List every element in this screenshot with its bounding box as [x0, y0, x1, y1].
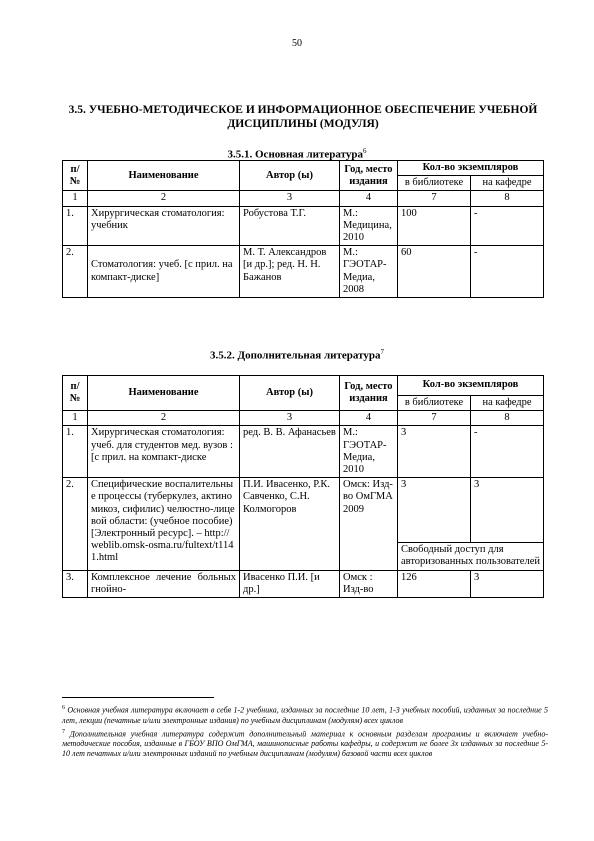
row-author: ред. В. В. Афанасьев [240, 426, 340, 478]
row-library: 3 [398, 426, 471, 478]
index-cell: 4 [340, 411, 398, 426]
header-author: Автор (ы) [240, 161, 340, 191]
table-header-row [63, 161, 544, 176]
footnote-text: Основная учебная литература включает в себя 1-2 учебника, изданных за последние 10 лет, 1-3 учебных пособий, изданных за последние 5 лет, лекции (печатные и/или электронные издания) по учебным дисциплинам (модулям) всех циклов [62, 705, 549, 725]
index-cell: 3 [240, 411, 340, 426]
row-author: М. Т. Александров [и др.]; ред. Н. Н. Бажанов [240, 246, 340, 298]
row-num: 2. [63, 246, 88, 298]
index-cell: 4 [340, 191, 398, 206]
row-num: 1. [63, 206, 88, 246]
row-author: Робустова Т.Г. [240, 206, 340, 246]
row-year: М.: ГЭОТАР-Медиа, 2010 [340, 426, 398, 478]
row-name: Комплексное лечение больных гнойно- [88, 570, 240, 597]
footnotes [62, 703, 548, 760]
row-department: - [471, 426, 544, 478]
footnote-6 [62, 703, 548, 726]
row-num: 1. [63, 426, 88, 478]
footnote-divider [62, 697, 214, 698]
header-copies: Кол-во экземпляров [398, 161, 544, 176]
row-department: - [471, 206, 544, 246]
row-library: 60 [398, 246, 471, 298]
row-num: 2. [63, 478, 88, 570]
table-row [63, 570, 544, 597]
header-name: Наименование [88, 161, 240, 191]
main-literature-title [0, 147, 594, 161]
header-year: Год, место издания [340, 161, 398, 191]
main-literature-table [62, 160, 544, 298]
row-library: 100 [398, 206, 471, 246]
row-author: П.И. Ивасенко, Р.К. Савченко, С.Н. Колмогоров [240, 478, 340, 570]
row-department: 3 [471, 570, 544, 597]
additional-literature-title-text: 3.5.2. Дополнительная литература [210, 349, 381, 362]
table-index-row [63, 411, 544, 426]
header-department: на кафедре [471, 176, 544, 191]
table-header-row [63, 376, 544, 396]
table-row [63, 426, 544, 478]
additional-literature-title [0, 348, 594, 362]
main-literature-title-text: 3.5.1. Основная литература [227, 148, 363, 161]
row-year: М.: ГЭОТАР-Медиа, 2008 [340, 246, 398, 298]
table-row [63, 206, 544, 246]
table-row [63, 246, 544, 298]
row-author: Ивасенко П.И. [и др.] [240, 570, 340, 597]
header-library: в библиотеке [398, 396, 471, 411]
row-name: Хирургическая стоматология: учеб. для студентов мед. вузов : [с прил. на компакт-диске [88, 426, 240, 478]
table-index-row [63, 191, 544, 206]
footnote-ref-6: 6 [363, 147, 367, 155]
footnote-marker: 7 [62, 728, 65, 735]
section-title: 3.5. УЧЕБНО-МЕТОДИЧЕСКОЕ И ИНФОРМАЦИОННОЕ ОБЕСПЕЧЕНИЕ УЧЕБНОЙ ДИСЦИПЛИНЫ (МОДУЛЯ) [68, 104, 538, 130]
header-num: п/ № [63, 161, 88, 191]
header-name: Наименование [88, 376, 240, 411]
footnote-marker: 6 [62, 705, 65, 711]
header-num: п/ № [63, 376, 88, 411]
index-cell: 1 [63, 191, 88, 206]
index-cell: 3 [240, 191, 340, 206]
header-year: Год, место издания [340, 376, 398, 411]
row-year: Омск: Изд-во ОмГМА 2009 [340, 478, 398, 570]
header-library: в библиотеке [398, 176, 471, 191]
row-num: 3. [63, 570, 88, 597]
page-number: 50 [292, 38, 302, 49]
row-name: Хирургическая стоматология: учебник [88, 206, 240, 246]
header-department: на кафедре [471, 396, 544, 411]
row-name: Специфические воспалительные процессы (туберкулез, актиномикоз, сифилис) челюстно-лицевой области: (учебное пособие) [Электронный ресурс]. – http://weblib.omsk-osma.ru/fultext/t1141.html [88, 478, 240, 570]
footnote-7 [62, 727, 548, 760]
header-author: Автор (ы) [240, 376, 340, 411]
row-year: Омск : Изд-во [340, 570, 398, 597]
index-cell: 1 [63, 411, 88, 426]
row-department: 3 [471, 478, 544, 543]
row-library: 3 [398, 478, 471, 543]
footnote-text: Дополнительная учебная литература содержит дополнительный материал к основным разделам программы и включает учебно-методические пособия, изданные в ГБОУ ВПО ОмГМА, машинописные работы кафедры, и содержит не более 3х изданных за последние 5-10 лет печатных и/или электронных изданий по учебным дисциплинам (модулям) базовой части всех циклов [62, 729, 549, 759]
index-cell: 8 [471, 191, 544, 206]
header-copies: Кол-во экземпляров [398, 376, 544, 396]
row-year: М.: Медицина, 2010 [340, 206, 398, 246]
table-row [63, 478, 544, 543]
row-department: - [471, 246, 544, 298]
row-library: 126 [398, 570, 471, 597]
index-cell: 7 [398, 411, 471, 426]
index-cell: 7 [398, 191, 471, 206]
additional-literature-table [62, 375, 544, 598]
index-cell: 2 [88, 411, 240, 426]
access-note: Свободный доступ для авторизованных пользователей [398, 543, 544, 570]
index-cell: 8 [471, 411, 544, 426]
footnote-ref-7: 7 [380, 348, 384, 356]
row-name: Стоматология: учеб. [с прил. на компакт-диске] [88, 246, 240, 298]
index-cell: 2 [88, 191, 240, 206]
